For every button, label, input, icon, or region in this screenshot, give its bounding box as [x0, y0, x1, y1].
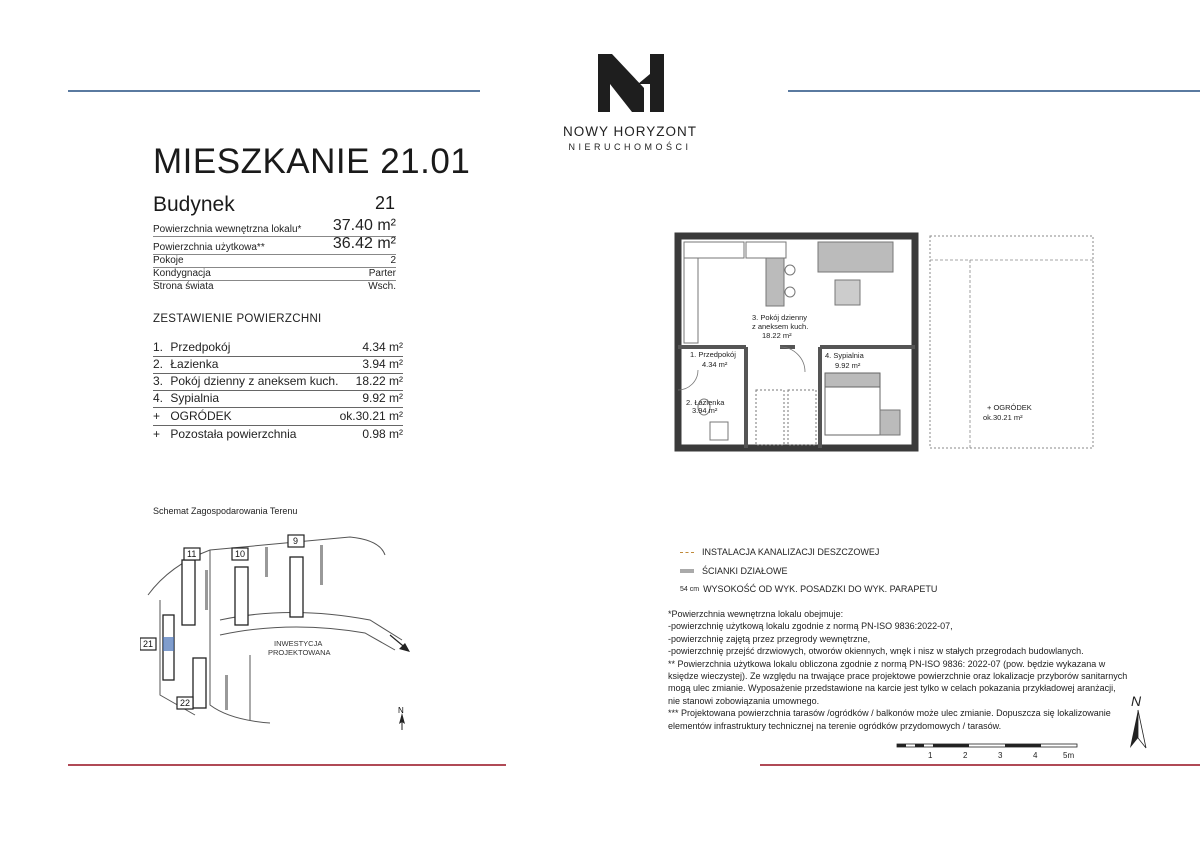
room-row: [153, 409, 403, 426]
note-line: ** Powierzchnia użytkowa lokalu obliczona zgodnie z normą PN-ISO 9836: 2022-07 (pow. będzie wykazana w księdze wieczystej). Ze względu na trwające prace projektowe powierzchnie oraz lokalizacje przyborów sanitarnych mogą ulec zmianie. Wyposażenie przedstawione na karcie jest tylko w celach pokazania przykładowej aranżacji, nie stanowi zobowiązania umownego.: [668, 658, 1128, 706]
scale-tick: 2: [963, 751, 968, 760]
scale-tick: 5m: [1063, 751, 1075, 760]
room-name: Przedpokój: [170, 340, 231, 354]
legend-item: 54 cm WYSOKOŚĆ OD WYK. POSADZKI DO WYK. PARAPETU: [680, 584, 938, 594]
scale-tick: 3: [998, 751, 1003, 760]
legend-item: ŚCIANKI DZIAŁOWE: [680, 566, 788, 576]
spec-value: Wsch.: [368, 281, 396, 292]
spec-label: Powierzchnia wewnętrzna lokalu*: [153, 224, 302, 235]
spec-label: Strona świata: [153, 281, 214, 292]
spec-label: Kondygnacja: [153, 268, 211, 279]
scale-tick: 4: [1033, 751, 1038, 760]
site-label-11: 11: [187, 549, 197, 559]
bottom-left-rule: [68, 764, 506, 766]
investment-label-2: PROJEKTOWANA: [268, 648, 331, 657]
room-row: [153, 357, 403, 374]
north-arrow-icon: [398, 706, 405, 730]
room-num: 4.: [153, 391, 164, 405]
site-plan: [140, 525, 430, 730]
room-area: 9.92 m²: [362, 391, 403, 405]
bottom-right-rule: [760, 764, 1200, 766]
room1-area: 4.34 m²: [702, 360, 728, 369]
room-num: 2.: [153, 357, 164, 371]
spec-value: 37.40 m²: [332, 217, 396, 234]
footnotes: [668, 608, 1128, 732]
room-num: 1.: [153, 340, 164, 354]
room-area: 3.94 m²: [362, 357, 403, 371]
spec-row: [153, 281, 396, 293]
page-title: MIESZKANIE 21.01: [153, 142, 471, 181]
spec-row: [153, 217, 396, 237]
room-row: [153, 391, 403, 408]
room-area: 18.22 m²: [355, 374, 403, 388]
site-label-22: 22: [180, 698, 191, 708]
spec-value: 36.42 m²: [332, 235, 396, 252]
top-left-rule: [68, 90, 480, 92]
room4-label: 4. Sypialnia: [825, 351, 864, 360]
spec-row: [153, 268, 396, 281]
dashed-line-icon: [680, 552, 694, 553]
investment-label-1: INWESTYCJA: [274, 639, 323, 648]
room4-area: 9.92 m²: [835, 361, 861, 370]
partition-bar-icon: [680, 569, 694, 573]
spec-label: Powierzchnia użytkowa**: [153, 242, 265, 253]
rooms-heading: ZESTAWIENIE POWIERZCHNI: [153, 313, 322, 325]
room-num: +: [153, 427, 161, 441]
note-line: *Powierzchnia wewnętrzna lokalu obejmuje:: [668, 609, 844, 619]
scale-tick: 1: [928, 751, 933, 760]
room3-area: 18.22 m²: [762, 331, 792, 340]
room-name: Pozostała powierzchnia: [170, 427, 297, 441]
room2-label: 2. Łazienka: [686, 398, 725, 407]
room-row: [153, 427, 403, 443]
site-label-10: 10: [235, 549, 246, 559]
room-name: Łazienka: [170, 357, 219, 371]
room-area: 0.98 m²: [362, 427, 403, 441]
note-line: -powierzchnię przejść drzwiowych, otworów okiennych, wnęk i nisz w stałych przegrodach budowlanych.: [668, 646, 1084, 657]
north-arrow-icon: [1126, 692, 1150, 752]
room3-label-2: z aneksem kuch.: [752, 322, 809, 331]
room-num: +: [153, 409, 161, 423]
height-icon: 54 cm: [680, 585, 700, 593]
room-row: [153, 374, 403, 391]
spec-row: [153, 235, 396, 255]
top-right-rule: [788, 90, 1200, 92]
garden-area: ok.30.21 m²: [983, 413, 1023, 422]
room-name: Pokój dzienny z aneksem kuch.: [170, 374, 339, 388]
floor-plan: [670, 230, 1100, 455]
north-label: N: [1131, 693, 1142, 709]
spec-label: Pokoje: [153, 255, 184, 266]
room-area: ok.30.21 m²: [339, 409, 403, 423]
brand-logo: [598, 54, 672, 112]
spec-row: [153, 255, 396, 268]
building-label: Budynek: [153, 193, 235, 216]
note-line: -powierzchnię zajętą przez przegrody wewnętrzne,: [668, 633, 871, 644]
brand-subtitle: NIERUCHOMOŚCI: [568, 142, 692, 152]
note-line: -powierzchnię użytkową lokalu zgodnie z normą PN-ISO 9836:2022-07,: [668, 621, 953, 632]
room3-label: 3. Pokój dzienny: [752, 313, 808, 322]
room-area: 4.34 m²: [362, 340, 403, 354]
spec-value: 2: [390, 255, 396, 266]
room1-label: 1. Przedpokój: [690, 350, 736, 359]
site-plan-heading: Schemat Zagospodarowania Terenu: [153, 506, 298, 516]
brand-name: NOWY HORYZONT: [562, 124, 697, 139]
legend-item: INSTALACJA KANALIZACJI DESZCZOWEJ: [680, 547, 879, 557]
note-line: *** Projektowana powierzchnia tarasów /ogródków / balkonów może ulec zmianie. Dopuszcza się lokalizowanie elementów infrastruktury technicznej na terenie ogródków przydomowych / tarasów.: [668, 708, 1111, 731]
building-value: 21: [374, 193, 395, 213]
scale-bar: [895, 740, 1085, 762]
building-row: [153, 193, 403, 217]
room-name: Sypialnia: [170, 391, 220, 405]
garden-label: + OGRÓDEK: [987, 403, 1032, 412]
room-row: [153, 340, 403, 357]
north-label: N: [398, 706, 404, 715]
room2-area: 3.94 m²: [692, 406, 718, 415]
spec-value: Parter: [368, 268, 396, 279]
arrow-icon: [390, 635, 410, 652]
site-label-9: 9: [293, 536, 299, 546]
room-num: 3.: [153, 374, 164, 388]
site-label-21: 21: [143, 639, 154, 649]
room-name: OGRÓDEK: [170, 409, 232, 423]
